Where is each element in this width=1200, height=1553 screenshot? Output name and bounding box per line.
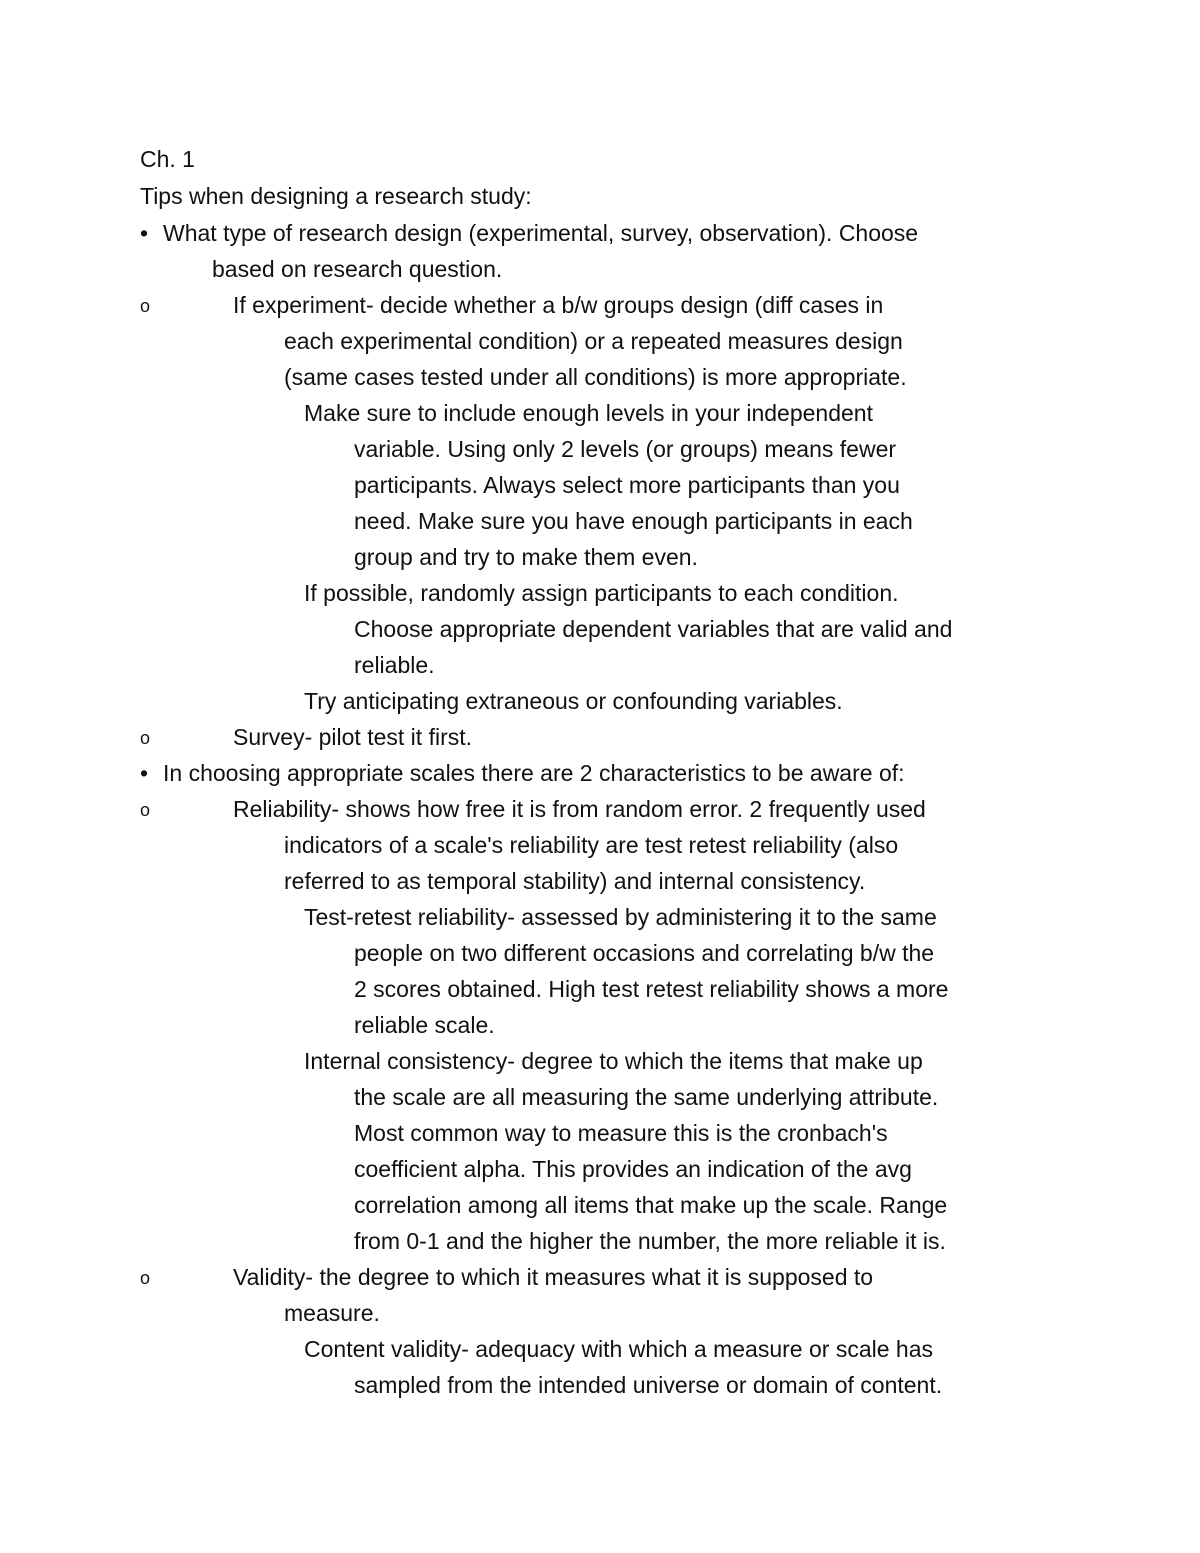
text-line: from 0-1 and the higher the number, the more reliable it is. — [354, 1228, 946, 1254]
text-line: variable. Using only 2 levels (or groups) means fewer — [354, 436, 897, 462]
text-line: Choose appropriate dependent variables that are valid and — [354, 616, 953, 642]
text-line: each experimental condition) or a repeated measures design — [284, 328, 903, 354]
text-line: measure. — [284, 1300, 380, 1326]
text-line: In choosing appropriate scales there are 2 characteristics to be aware of: — [163, 760, 905, 786]
sub-bullet-marker: o — [140, 296, 151, 316]
bullet-marker: • — [140, 220, 149, 246]
text-line: Test-retest reliability- assessed by administering it to the same — [304, 904, 937, 930]
sub-bullet-marker: o — [140, 800, 151, 820]
text-line: Content validity- adequacy with which a measure or scale has — [304, 1336, 933, 1362]
text-line: sampled from the intended universe or domain of content. — [354, 1372, 943, 1398]
text-line: people on two different occasions and correlating b/w the — [354, 940, 935, 966]
text-line: referred to as temporal stability) and internal consistency. — [284, 868, 866, 894]
text-line: Survey- pilot test it first. — [233, 724, 473, 750]
text-line: Reliability- shows how free it is from random error. 2 frequently used — [233, 796, 926, 822]
text-line: coefficient alpha. This provides an indication of the avg — [354, 1156, 912, 1182]
sub-bullet-marker: o — [140, 728, 151, 748]
text-line: Internal consistency- degree to which the items that make up — [304, 1048, 923, 1074]
text-line: (same cases tested under all conditions) is more appropriate. — [284, 364, 907, 390]
text-line: participants. Always select more participants than you — [354, 472, 900, 498]
bullet-marker: • — [140, 760, 149, 786]
text-line: If possible, randomly assign participants to each condition. — [304, 580, 899, 606]
text-line: reliable scale. — [354, 1012, 495, 1038]
text-line: 2 scores obtained. High test retest reliability shows a more — [354, 976, 949, 1002]
text-line: Make sure to include enough levels in your independent — [304, 400, 873, 426]
sub-bullet-marker: o — [140, 1268, 151, 1288]
text-line: indicators of a scale's reliability are test retest reliability (also — [284, 832, 899, 858]
text-line: need. Make sure you have enough participants in each — [354, 508, 913, 534]
text-line: Validity- the degree to which it measures what it is supposed to — [233, 1264, 874, 1290]
text-line: What type of research design (experimental, survey, observation). Choose — [163, 220, 919, 246]
text-line: Try anticipating extraneous or confounding variables. — [304, 688, 843, 714]
text-line: If experiment- decide whether a b/w groups design (diff cases in — [233, 292, 884, 318]
text-line: group and try to make them even. — [354, 544, 698, 570]
text-line: correlation among all items that make up the scale. Range — [354, 1192, 948, 1218]
intro-line: Tips when designing a research study: — [140, 183, 532, 209]
text-line: based on research question. — [212, 256, 503, 282]
text-line: the scale are all measuring the same underlying attribute. — [354, 1084, 939, 1110]
chapter-heading: Ch. 1 — [140, 146, 195, 172]
text-line: reliable. — [354, 652, 435, 678]
text-line: Most common way to measure this is the cronbach's — [354, 1120, 888, 1146]
